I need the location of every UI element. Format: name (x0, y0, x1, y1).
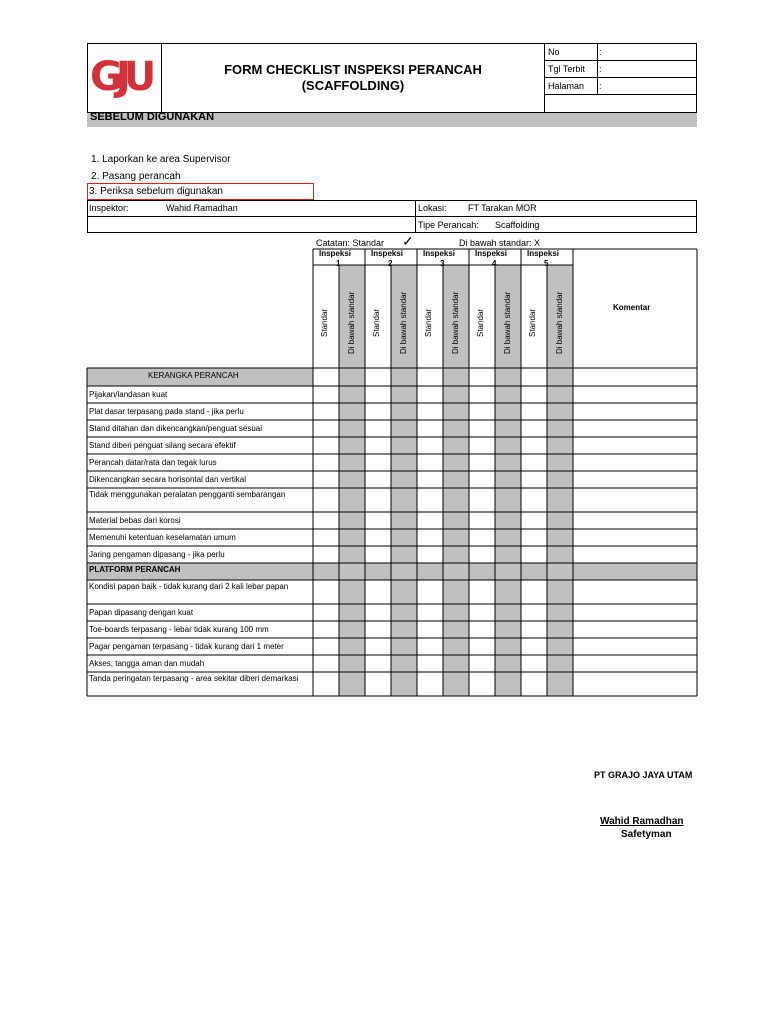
dibawah-cell-shade (391, 403, 417, 420)
dibawah-cell-shade (339, 471, 365, 488)
dibawah-col-label: Di bawah standar (503, 291, 512, 354)
meta-no-label: No (548, 47, 560, 57)
dibawah-cell-shade (495, 672, 521, 696)
dibawah-cell-shade (495, 512, 521, 529)
tipe-value: Scaffolding (495, 220, 540, 230)
inspeksi-number: 2 (388, 259, 393, 268)
dibawah-cell-shade (495, 368, 521, 386)
dibawah-cell-shade (391, 420, 417, 437)
dibawah-cell-shade (495, 488, 521, 512)
step-1: 1. Laporkan ke area Supervisor (91, 154, 231, 165)
dibawah-cell-shade (547, 403, 573, 420)
inspektor-label: Inspektor: (89, 203, 129, 213)
dibawah-col-label: Di bawah standar (555, 291, 564, 354)
dibawah-cell-shade (339, 638, 365, 655)
dibawah-cell-shade (391, 471, 417, 488)
dibawah-cell-shade (495, 638, 521, 655)
checklist-item: Akses, tangga aman dan mudah (89, 659, 205, 668)
footer-company: PT GRAJO JAYA UTAM (594, 770, 693, 780)
dibawah-cell-shade (547, 621, 573, 638)
check-icon: ✓ (402, 233, 414, 249)
dibawah-cell-shade (495, 621, 521, 638)
standar-col-label: Standar (528, 308, 537, 337)
dibawah-cell-shade (339, 546, 365, 563)
inspeksi-number: 1 (336, 259, 341, 268)
dibawah-cell-shade (443, 403, 469, 420)
standar-col-label: Standar (476, 308, 485, 337)
company-logo: GJU (90, 54, 150, 100)
dibawah-cell-shade (339, 655, 365, 672)
lokasi-value: FT Tarakan MOR (468, 203, 537, 213)
dibawah-cell-shade (547, 437, 573, 454)
checklist-item: Stand diberi penguat silang secara efektif (89, 441, 236, 450)
dibawah-cell-shade (339, 403, 365, 420)
checklist-item: Tanda peringatan terpasang - area sekitar diberi demarkasi (89, 674, 299, 683)
dibawah-cell-shade (495, 655, 521, 672)
dibawah-cell-shade (443, 604, 469, 621)
dibawah-cell-shade (443, 368, 469, 386)
checklist-item: Material bebas dari korosi (89, 516, 181, 525)
inspeksi-label: Inspeksi (371, 249, 404, 258)
dibawah-cell-shade (339, 621, 365, 638)
dibawah-cell-shade (339, 672, 365, 696)
dibawah-cell-shade (547, 386, 573, 403)
dibawah-cell-shade (495, 604, 521, 621)
dibawah-cell-shade (547, 471, 573, 488)
step-2: 2. Pasang perancah (91, 171, 181, 182)
section-bar-title: SEBELUM DIGUNAKAN (90, 111, 215, 123)
section-heading-platform: PLATFORM PERANCAH (89, 565, 181, 574)
dibawah-cell-shade (495, 386, 521, 403)
signer-name: Wahid Ramadhan (600, 816, 684, 827)
dibawah-cell-shade (547, 672, 573, 696)
dibawah-cell-shade (547, 580, 573, 604)
checklist-item: Perancah datar/rata dan tegak lurus (89, 458, 217, 467)
dibawah-cell-shade (391, 454, 417, 471)
dibawah-cell-shade (443, 621, 469, 638)
dibawah-cell-shade (547, 638, 573, 655)
meta-tgl-value: : (599, 64, 602, 74)
checklist-item: Kondisi papan baik - tidak kurang dari 2 kali lebar papan (89, 582, 289, 591)
dibawah-cell-shade (339, 368, 365, 386)
dibawah-col-label: Di bawah standar (347, 291, 356, 354)
legend-catatan: Catatan: Standar (316, 238, 385, 248)
dibawah-cell-shade (547, 604, 573, 621)
dibawah-cell-shade (339, 604, 365, 621)
dibawah-cell-shade (547, 512, 573, 529)
meta-halaman-label: Halaman (548, 81, 585, 91)
inspeksi-label: Inspeksi (475, 249, 508, 258)
dibawah-cell-shade (339, 437, 365, 454)
dibawah-cell-shade (495, 471, 521, 488)
dibawah-cell-shade (391, 386, 417, 403)
section-heading-kerangka: KERANGKA PERANCAH (148, 371, 239, 380)
komentar-header: Komentar (613, 303, 651, 312)
checklist-item: Pijakan/landasan kuat (89, 390, 168, 399)
dibawah-cell-shade (547, 488, 573, 512)
dibawah-cell-shade (391, 655, 417, 672)
dibawah-cell-shade (391, 368, 417, 386)
dibawah-cell-shade (339, 488, 365, 512)
standar-col-label: Standar (424, 308, 433, 337)
dibawah-cell-shade (391, 437, 417, 454)
meta-halaman-value: : (599, 81, 602, 91)
dibawah-cell-shade (547, 368, 573, 386)
form-title-line2: (SCAFFOLDING) (301, 78, 405, 93)
dibawah-cell-shade (443, 580, 469, 604)
dibawah-cell-shade (547, 529, 573, 546)
inspeksi-label: Inspeksi (423, 249, 456, 258)
dibawah-cell-shade (339, 529, 365, 546)
inspeksi-label: Inspeksi (319, 249, 352, 258)
step-3: 3. Periksa sebelum digunakan (89, 186, 223, 197)
dibawah-cell-shade (547, 454, 573, 471)
dibawah-cell-shade (391, 621, 417, 638)
dibawah-cell-shade (391, 488, 417, 512)
dibawah-cell-shade (547, 655, 573, 672)
dibawah-cell-shade (547, 420, 573, 437)
dibawah-cell-shade (443, 529, 469, 546)
checklist-item: Papan dipasang dengan kuat (89, 608, 194, 617)
dibawah-cell-shade (443, 672, 469, 696)
dibawah-cell-shade (391, 604, 417, 621)
dibawah-cell-shade (339, 580, 365, 604)
meta-tgl-label: Tgl Terbit (548, 64, 585, 74)
checklist-item: Toe-boards terpasang - lebar tidak kurang 100 mm (89, 625, 269, 634)
dibawah-cell-shade (495, 529, 521, 546)
dibawah-cell-shade (443, 655, 469, 672)
dibawah-cell-shade (391, 512, 417, 529)
dibawah-cell-shade (391, 529, 417, 546)
dibawah-col-label: Di bawah standar (451, 291, 460, 354)
dibawah-cell-shade (495, 420, 521, 437)
dibawah-cell-shade (495, 437, 521, 454)
dibawah-cell-shade (339, 386, 365, 403)
dibawah-cell-shade (443, 471, 469, 488)
checklist-item: Tidak menggunakan peralatan pengganti sembarangan (89, 490, 286, 499)
dibawah-cell-shade (443, 638, 469, 655)
dibawah-cell-shade (391, 546, 417, 563)
dibawah-cell-shade (391, 672, 417, 696)
checklist-item: Jaring pengaman dipasang - jika perlu (89, 550, 225, 559)
dibawah-cell-shade (443, 512, 469, 529)
dibawah-cell-shade (443, 454, 469, 471)
dibawah-cell-shade (495, 454, 521, 471)
checklist-item: Memenuhi ketentuan keselamatan umum (89, 533, 236, 542)
checklist-item: Dikencangkan secara horisontal dan vertikal (89, 475, 246, 484)
dibawah-cell-shade (339, 420, 365, 437)
dibawah-cell-shade (443, 546, 469, 563)
dibawah-col-label: Di bawah standar (399, 291, 408, 354)
dibawah-cell-shade (443, 386, 469, 403)
inspeksi-number: 3 (440, 259, 445, 268)
inspeksi-label: Inspeksi (527, 249, 560, 258)
inspeksi-number: 5 (544, 259, 549, 268)
dibawah-cell-shade (391, 638, 417, 655)
standar-col-label: Standar (320, 308, 329, 337)
form-title-line1: FORM CHECKLIST INSPEKSI PERANCAH (224, 62, 482, 77)
checklist-item: Plat dasar terpasang pada stand - jika perlu (89, 407, 244, 416)
dibawah-cell-shade (495, 546, 521, 563)
signer-title: Safetyman (621, 829, 672, 840)
standar-col-label: Standar (372, 308, 381, 337)
dibawah-cell-shade (495, 580, 521, 604)
dibawah-cell-shade (547, 546, 573, 563)
checklist-item: Stand ditahan dan dikencangkan/penguat sesuai (89, 424, 263, 433)
dibawah-cell-shade (391, 580, 417, 604)
dibawah-cell-shade (443, 420, 469, 437)
tipe-label: Tipe Perancah: (418, 220, 479, 230)
dibawah-cell-shade (495, 403, 521, 420)
legend-dibawah: Di bawah standar: X (459, 238, 541, 248)
dibawah-cell-shade (443, 437, 469, 454)
dibawah-cell-shade (339, 512, 365, 529)
dibawah-cell-shade (443, 488, 469, 512)
checklist-item: Pagar pengaman terpasang - tidak kurang dari 1 meter (89, 642, 284, 651)
inspektor-value: Wahid Ramadhan (166, 203, 238, 213)
meta-no-value: : (599, 47, 602, 57)
inspeksi-number: 4 (492, 259, 497, 268)
lokasi-label: Lokasi: (418, 203, 447, 213)
dibawah-cell-shade (339, 454, 365, 471)
